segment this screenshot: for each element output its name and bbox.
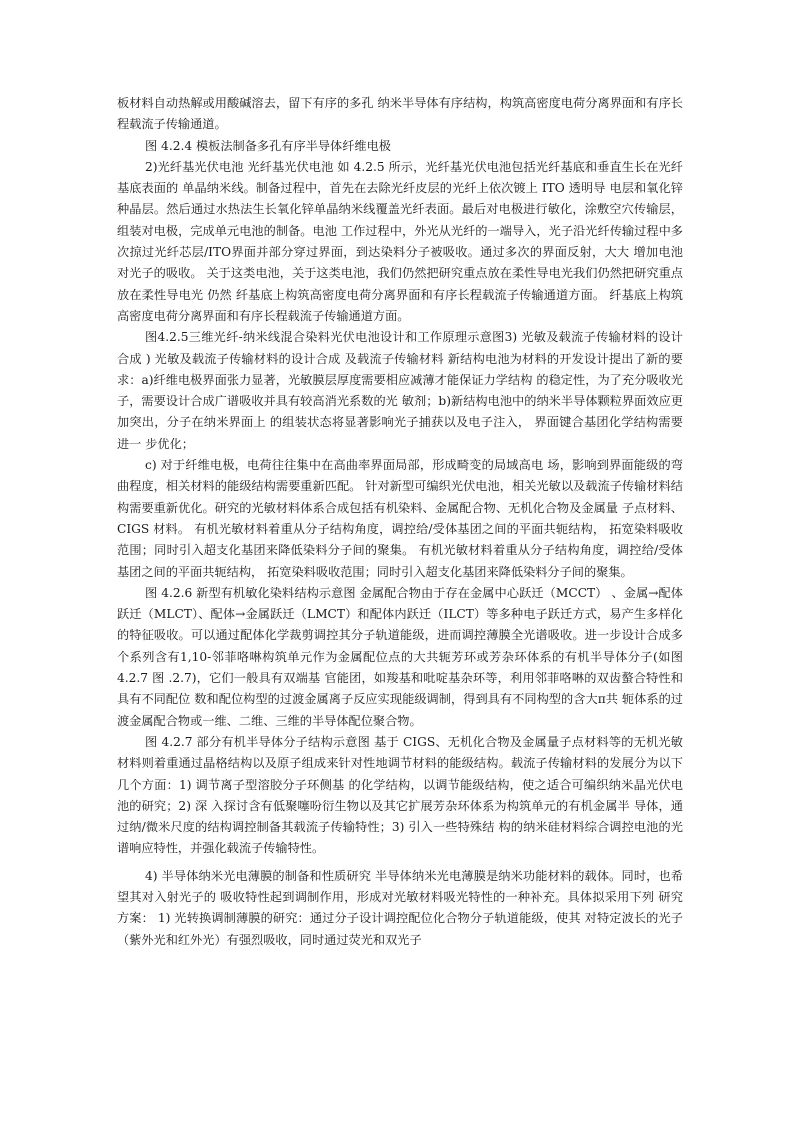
paragraph-fiber-pv-cell: 2)光纤基光伏电池 光纤基光伏电池 如 4.2.5 所示，光纤基光伏电池包括光纤基底和垂直生长在光纤基底表面的 单晶纳米线。制备过程中，首先在去除光纤皮层的光纤上依次镀上 ITO 透明导 电层和氧化锌种晶层。然后通过水热法生长氧化锌单晶纳米线覆盖光纤表面。最后对电极进行敏化，涂敷空穴传输层，组装对电极，完成单元电池的制备。电池 工作过程中，外光从光纤的一端导入，光子沿光纤传输过程中多次掠过光纤芯层/ITO界面并部分穿过界面，到达染料分子被吸收。通过多次的界面反射，大大 增加电池对光子的吸收。 关于这类电池，关于这类电池，我们仍然把研究重点放在柔性导电光我们仍然把研究重点放在柔性导电光 仍然 纤基底上构筑高密度电荷分离界面和有序长程载流子传输通道方面。 纤基底上构筑高密度电荷分离界面和有序长程载流子传输通道方面。 [117, 159, 683, 323]
figure-caption-4-2-4: 图 4.2.4 模板法制备多孔有序半导体纤维电极 [145, 138, 391, 153]
document-body [117, 93, 683, 951]
paragraph-photosensitive-materials: 图4.2.5三维光纤-纳米线混合染料光伏电池设计和工作原理示意图3) 光敏及载流子传输材料的设计合成 ) 光敏及载流子传输材料的设计合成 及载流子传输材料 新结构电池为材料的开发设计提出了新的要求：a)纤维电极界面张力显著，光敏膜层厚度需要相应减薄才能保证力学结构 的稳定性，为了充分吸收光子，需要设计合成广谱吸收并具有较高消光系数的光 敏剂；b)新结构电池中的纳米半导体颗粒界面效应更加突出，分子在纳米界面上 的组装状态将显著影响光子捕获以及电子注入， 界面键合基团化学结构需要进一 步优化； [117, 330, 683, 451]
paragraph-metal-complexes: 图 4.2.6 新型有机敏化染料结构示意图 金属配合物由于存在金属中心跃迁（MCCT） 、金属→配体跃迁（MLCT）、配体→金属跃迁（LMCT）和配体内跃迁（ILCT）等多种电子跃迁方式，易产生多样化 的特征吸收。可以通过配体化学裁剪调控其分子轨道能级，进而调控薄膜全光谱吸收。进一步设计合成多个系列含有1,10-邻菲咯啉构筑单元作为金属配位点的大共轭芳环或芳杂环体系的有机半导体分子(如图 4.2.7 图 .2.7)，它们一般具有双端基 官能团，如羧基和吡啶基杂环等，利用邻菲咯啉的双齿螯合特性和具有不同配位 数和配位构型的过渡金属离子反应实现能级调制，得到具有不同构型的含大π共 轭体系的过渡金属配合物或一维、二维、三维的半导体配位聚合物。 [117, 585, 683, 728]
paragraph-nano-films: 4) 半导体纳米光电薄膜的制备和性质研究 半导体纳米光电薄膜是纳米功能材料的载体。同时，也希望其对入射光子的 吸收特性起到调制作用，形成对光敏材料吸光特性的一种补充。具体拟采用下列 研究方案： 1) 光转换调制薄膜的研究：通过分子设计调控配位化合物分子轨道能级，使其 对特定波长的光子（紫外光和红外光）有强烈吸收，同时通过荧光和双光子 [117, 868, 683, 947]
paragraph-template-continuation: 板材料自动热解或用酸碱溶去，留下有序的多孔 纳米半导体有序结构，构筑高密度电荷分离界面和有序长程载流子传输通道。 [117, 96, 683, 132]
paragraph-fiber-electrode: c) 对于纤维电极，电荷往往集中在高曲率界面局部，形成畸变的局域高电 场，影响到界面能级的弯曲程度，相关材料的能级结构需要重新匹配。 针对新型可编织光伏电池，相关光敏以及载流子传输材料结构需要重新优化。研究的光敏材料体系合成包括有机染料、金属配合物、无机化合物及金属量 子点材料、CIGS 材料。 有机光敏材料着重从分子结构角度，调控给/受体基团之间的平面共轭结构， 拓宽染料吸收范围；同时引入超支化基团来降低染料分子间的聚集。 有机光敏材料着重从分子结构角度，调控给/受体基团之间的平面共轭结构， 拓宽染料吸收范围；同时引入超支化基团来降低染料分子间的聚集。 [117, 458, 683, 579]
paragraph-inorganic-materials: 图 4.2.7 部分有机半导体分子结构示意图 基于 CIGS、无机化合物及金属量子点材料等的无机光敏材料则着重通过晶格结构以及原子组成来针对性地调节材料的能级结构。载流子传输材料的发展分为以下几个方面：1) 调节离子型溶胶分子环侧基 的化学结构，以调节能级结构，使之适合可编织纳米晶光伏电池的研究；2) 深 入探讨含有低聚噻吩衍生物以及其它扩展芳杂环体系为构筑单元的有机金属半 导体，通过纳/微米尺度的结构调控制备其载流子传输特性；3) 引入一些特殊结 构的纳米硅材料综合调控电池的光谱响应特性，并强化载流子传输特性。 [117, 734, 683, 856]
